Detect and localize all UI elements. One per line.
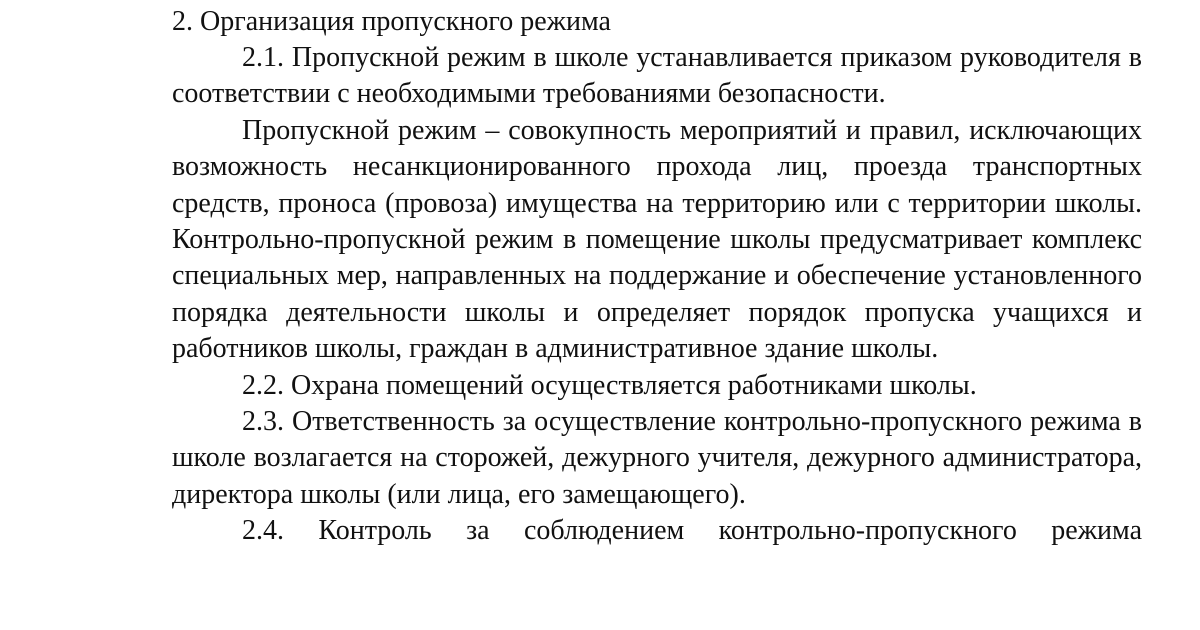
paragraph-definition: Пропускной режим – совокупность мероприятий и правил, исключающих возможность несанкционированного прохода лиц, проезда транспортных средств, проноса (провоза) имущества на территорию или с территории школы. Контрольно-пропускной режим в помещение школы предусматривает комплекс специальных мер, направленных на поддержание и обеспечение установленного порядка деятельности школы и определяет порядок пропуска учащихся и работников школы, граждан в административное здание школы.: [172, 114, 1142, 365]
paragraph-2-4: 2.4. Контроль за соблюдением контрольно-пропускного режима: [242, 515, 1142, 547]
section-heading: 2. Организация пропускного режима: [172, 6, 611, 37]
paragraph-2-3: 2.3. Ответственность за осуществление контрольно-пропускного режима в школе возлагается на сторожей, дежурного учителя, дежурного администратора, директора школы (или лица, его замещающего).: [172, 406, 1142, 510]
paragraph-2-2: 2.2. Охрана помещений осуществляется работниками школы.: [242, 369, 977, 401]
paragraph-2-1: 2.1. Пропускной режим в школе устанавливается приказом руководителя в соответствии с необходимыми требованиями безопасности.: [172, 42, 1142, 110]
document-body: [172, 4, 1142, 550]
